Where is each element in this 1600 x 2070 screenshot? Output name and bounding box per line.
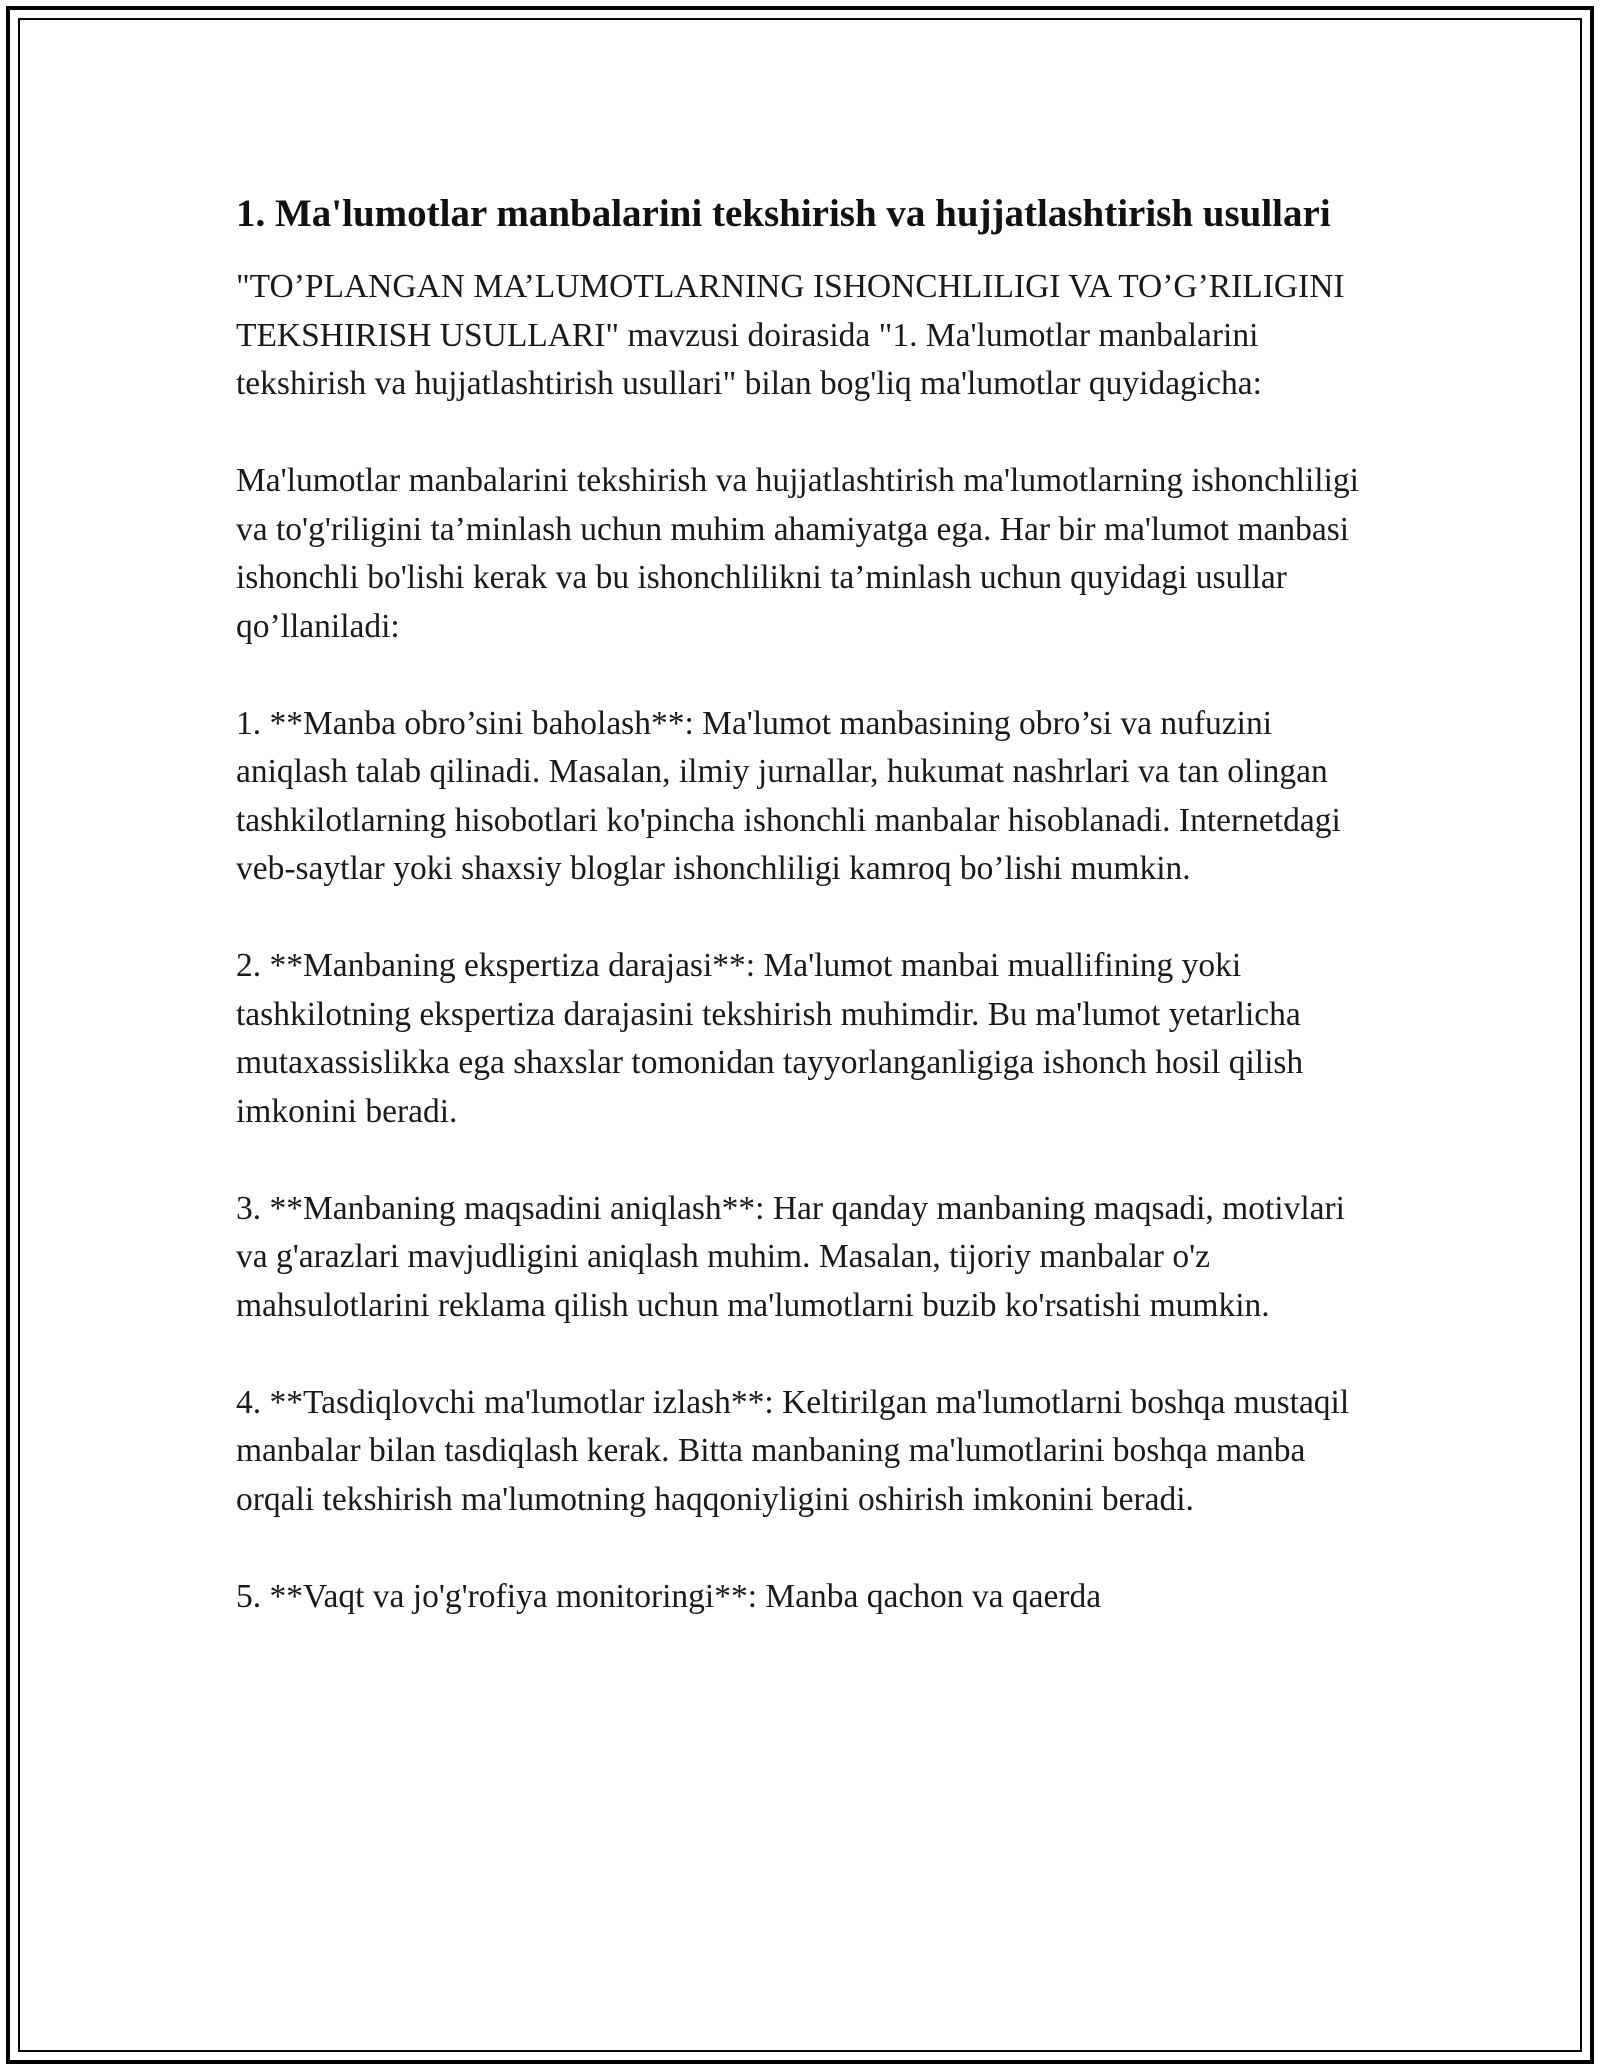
list-item-1: 1. **Manba obro’sini baholash**: Ma'lumot manbasining obro’si va nufuzini aniqlash talab qilinadi. Masalan, ilmiy jurnallar, hukumat nashrlari va tan olingan tashkilotlarning hisobotlari ko'pincha ishonchli manbalar hisoblanadi. Internetdagi veb-saytlar yoki shaxsiy bloglar ishonchliligi kamroq bo’lishi mumkin. <box>236 704 1341 887</box>
list-item-4: 4. **Tasdiqlovchi ma'lumotlar izlash**: Keltirilgan ma'lumotlarni boshqa mustaqil manbalar bilan tasdiqlash kerak. Bitta manbaning ma'lumotlarini boshqa manba orqali tekshirish ma'lumotning haqqoniyligini oshirish imkonini beradi. <box>236 1383 1350 1518</box>
intro-paragraph: "TO’PLANGAN MA’LUMOTLARNING ISHONCHLILIGI VA TO’G’RILIGINI TEKSHIRISH USULLARI" mavzusi doirasida "1. Ma'lumotlar manbalarini tekshirish va hujjatlashtirish usullari" bilan bog'liq ma'lumotlar quyidagicha: <box>236 268 1345 402</box>
list-item-3: 3. **Manbaning maqsadini aniqlash**: Har qanday manbaning maqsadi, motivlari va g'arazlari mavjudligini aniqlash muhim. Masalan, tijoriy manbalar o'z mahsulotlarini reklama qilish uchun ma'lumotlarni buzib ko'rsatishi mumkin. <box>236 1189 1345 1324</box>
document-body <box>236 186 1366 1621</box>
list-item-5: 5. **Vaqt va jo'g'rofiya monitoringi**: Manba qachon va qaerda <box>236 1577 1102 1615</box>
section-heading: 1. Ma'lumotlar manbalarini tekshirish va hujjatlashtirish usullari <box>236 192 1331 235</box>
list-item-2: 2. **Manbaning ekspertiza darajasi**: Ma'lumot manbai muallifining yoki tashkilotning ekspertiza darajasini tekshirish muhimdir. Bu ma'lumot yetarlicha mutaxassislikka ega shaxslar tomonidan tayyorlanganligiga ishonch hosil qilish imkonini beradi. <box>236 947 1304 1130</box>
overview-paragraph: Ma'lumotlar manbalarini tekshirish va hujjatlashtirish ma'lumotlarning ishonchliligi va to'g'riligini ta’minlash uchun muhim ahamiyatga ega. Har bir ma'lumot manbasi ishonchli bo'lishi kerak va bu ishonchlilikni ta’minlash uchun quyidagi usullar qo’llaniladi: <box>236 462 1359 645</box>
